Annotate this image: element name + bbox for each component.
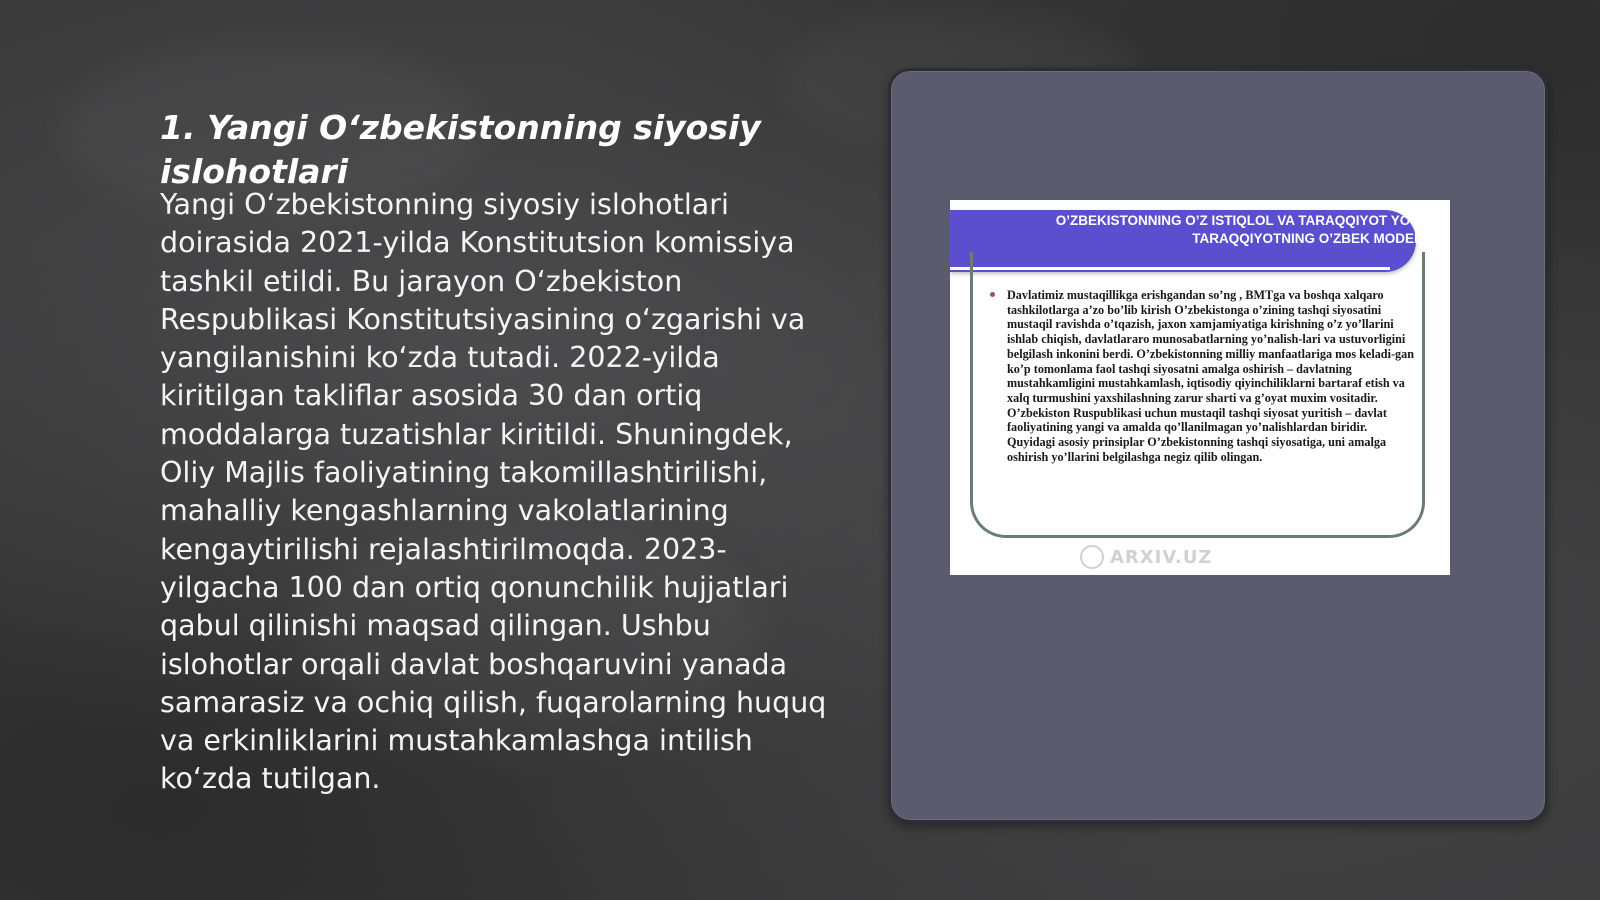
watermark-text: ARXIV.UZ: [1110, 546, 1213, 568]
watermark-ring-icon: [1080, 545, 1104, 569]
slide-header-text: [986, 212, 1426, 248]
watermark: [1080, 542, 1230, 572]
header-line-2: TARAQQIYOTNING O’ZBEK MODELI: [1192, 231, 1426, 246]
header-line-1: O’ZBEKISTONNING O’Z ISTIQLOL VA TARAQQIYOT YO’LI: [1055, 213, 1426, 228]
slide-body-text: Yangi O‘zbekistonning siyosiy islohotlari doirasida 2021-yilda Konstitutsion komissiya tashkil etildi. Bu jarayon O‘zbekiston Respublikasi Konstitutsiyasining o‘zgarishi va yangilanishini ko‘zda tutadi. 2022-yilda kiritilgan takliflar asosida 30 dan ortiq moddalarga tuzatishlar kiritildi. Shuningdek, Oliy Majlis faoliyatining takomillashtirilishi, mahalliy kengashlarning vakolatlarining kengaytirilishi rejalashtirilmoqda. 2023-yilgacha 100 dan ortiq qonunchilik hujjatlari qabul qilinishi maqsad qilingan. Ushbu islohotlar orqali davlat boshqaruvini yanada samarasiz va ochiq qilish, fuqarolarning huquq va erkinliklarini mustahkamlashga intilish ko‘zda tutilgan.: [160, 188, 827, 796]
embedded-paragraph: Davlatimiz mustaqillikga erishgandan so’ng , BMTga va boshqa xalqaro tashkilotlarga a’zo bo’lib kirish O’zbekistonga o’zining tashqi siyosatini mustaqil ravishda o’tqazish, jaxon xamjamiyatiga kirishning o’z yo’llarini ishlab chiqish, davlatlararo munosabatlarning yo’nalish-lari va ustuvorligini belgilash inkonini berdi. O’zbekistonning milliy manfaatlariga mos keladi-gan ko’p tomonlama faol tashqi siyosatni amalga oshirish – davlatning mustahkamligini mustahkamlash, iqtisodiy qiyinchiliklarni bartaraf etish va xalq turmushini yaxshilashning zarur sharti va g’oyat muxim vositadir. O’zbekiston Ruspublikasi uchun mustaqil tashqi siyosat yuritish – davlat faoliyatining yangi va amalda qo’llanilmagan yo’nalishlardan biridir. Quyidagi asosiy prinsiplar O’zbekistonning tashqi siyosatiga, uni amalga oshirish yo’llarini belgilashga negiz qilib olingan.: [1007, 288, 1414, 464]
bullet-icon: [990, 292, 995, 297]
embedded-slide-image: [950, 200, 1450, 575]
slide-title: 1. Yangi O‘zbekistonning siyosiy islohotlari: [160, 108, 761, 191]
